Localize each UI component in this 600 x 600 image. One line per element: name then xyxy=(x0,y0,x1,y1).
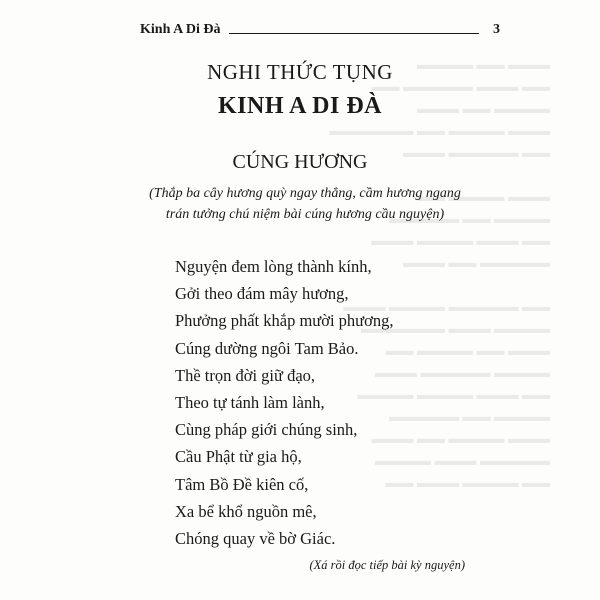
verse-line: Xa bể khổ nguồn mê, xyxy=(175,501,317,521)
verse-line: Phưởng phất khắp mười phương, xyxy=(175,311,394,331)
sutra-title: KINH A DI ĐÀ xyxy=(217,93,383,119)
verse-line: Cúng dường ngôi Tam Bảo. xyxy=(175,338,359,358)
section-title: CÚNG HƯƠNG xyxy=(232,151,368,173)
verse-line: Tâm Bồ Đề kiên cố, xyxy=(175,474,309,494)
running-title: Kinh A Di Đà xyxy=(140,22,221,37)
page-number: 3 xyxy=(493,22,500,37)
ritual-title: NGHI THỨC TỤNG xyxy=(207,60,393,84)
instruction-line: (Thắp ba cây hương quỳ ngay thẳng, cầm hương ngang xyxy=(149,186,461,201)
verse-line: Cầu Phật từ gia hộ, xyxy=(175,447,302,467)
running-header xyxy=(140,18,500,38)
verse-line: Theo tự tánh làm lành, xyxy=(175,392,325,412)
header-rule xyxy=(229,33,479,34)
verse-list xyxy=(175,253,495,552)
verse-line: Cùng pháp giới chúng sinh, xyxy=(175,420,358,440)
verse-line: Gởi theo đám mây hương, xyxy=(175,284,349,304)
footer-instruction: (Xá rồi đọc tiếp bài kỳ nguyện) xyxy=(309,558,465,572)
section-instruction xyxy=(125,183,485,225)
verse-line: Thề trọn đời giữ đạo, xyxy=(175,365,316,385)
instruction-line: trán tưởng chú niệm bài cúng hương cầu nguyện) xyxy=(165,207,445,222)
bleed-through-texture: ▬▬▬ ▬▬ ▬▬▬▬ ▬▬ ▬▬▬ ▬▬▬▬▬ ▬▬ ▬▬▬▬ ▬▬ ▬▬▬ ▬▬▬ ▬▬▬▬ ▬▬ ▬▬▬▬▬▬ ▬▬ ▬▬▬▬▬ ▬▬▬ ▬▬▬ ▬▬▬▬ ▬▬ ▬▬▬▬ ▬▬ ▬▬▬▬▬ ▬▬ ▬▬▬ ▬▬▬▬ ▬▬▬ ▬▬▬▬▬ ▬▬ ▬▬▬ ▬▬ ▬▬▬▬▬ ▬▬▬▬ ▬▬▬ ▬▬▬▬ ▬▬▬ ▬▬▬▬▬▬ ▬▬▬ ▬▬ ▬▬▬▬ ▬▬ ▬▬▬▬ ▬▬▬▬▬ ▬▬▬ ▬▬ ▬▬▬ ▬▬▬▬ ▬▬▬▬ ▬▬▬▬ ▬▬ ▬▬▬▬▬ ▬▬▬ ▬▬▬▬ ▬▬ ▬▬▬ ▬▬▬▬▬ ▬▬▬ ▬▬▬▬ ▬▬ ▬▬▬▬ ▬▬▬ ▬▬ xyxy=(329,58,550,491)
verse-line: Chóng quay về bờ Giác. xyxy=(175,528,336,548)
verse-line: Nguyện đem lòng thành kính, xyxy=(175,257,372,276)
